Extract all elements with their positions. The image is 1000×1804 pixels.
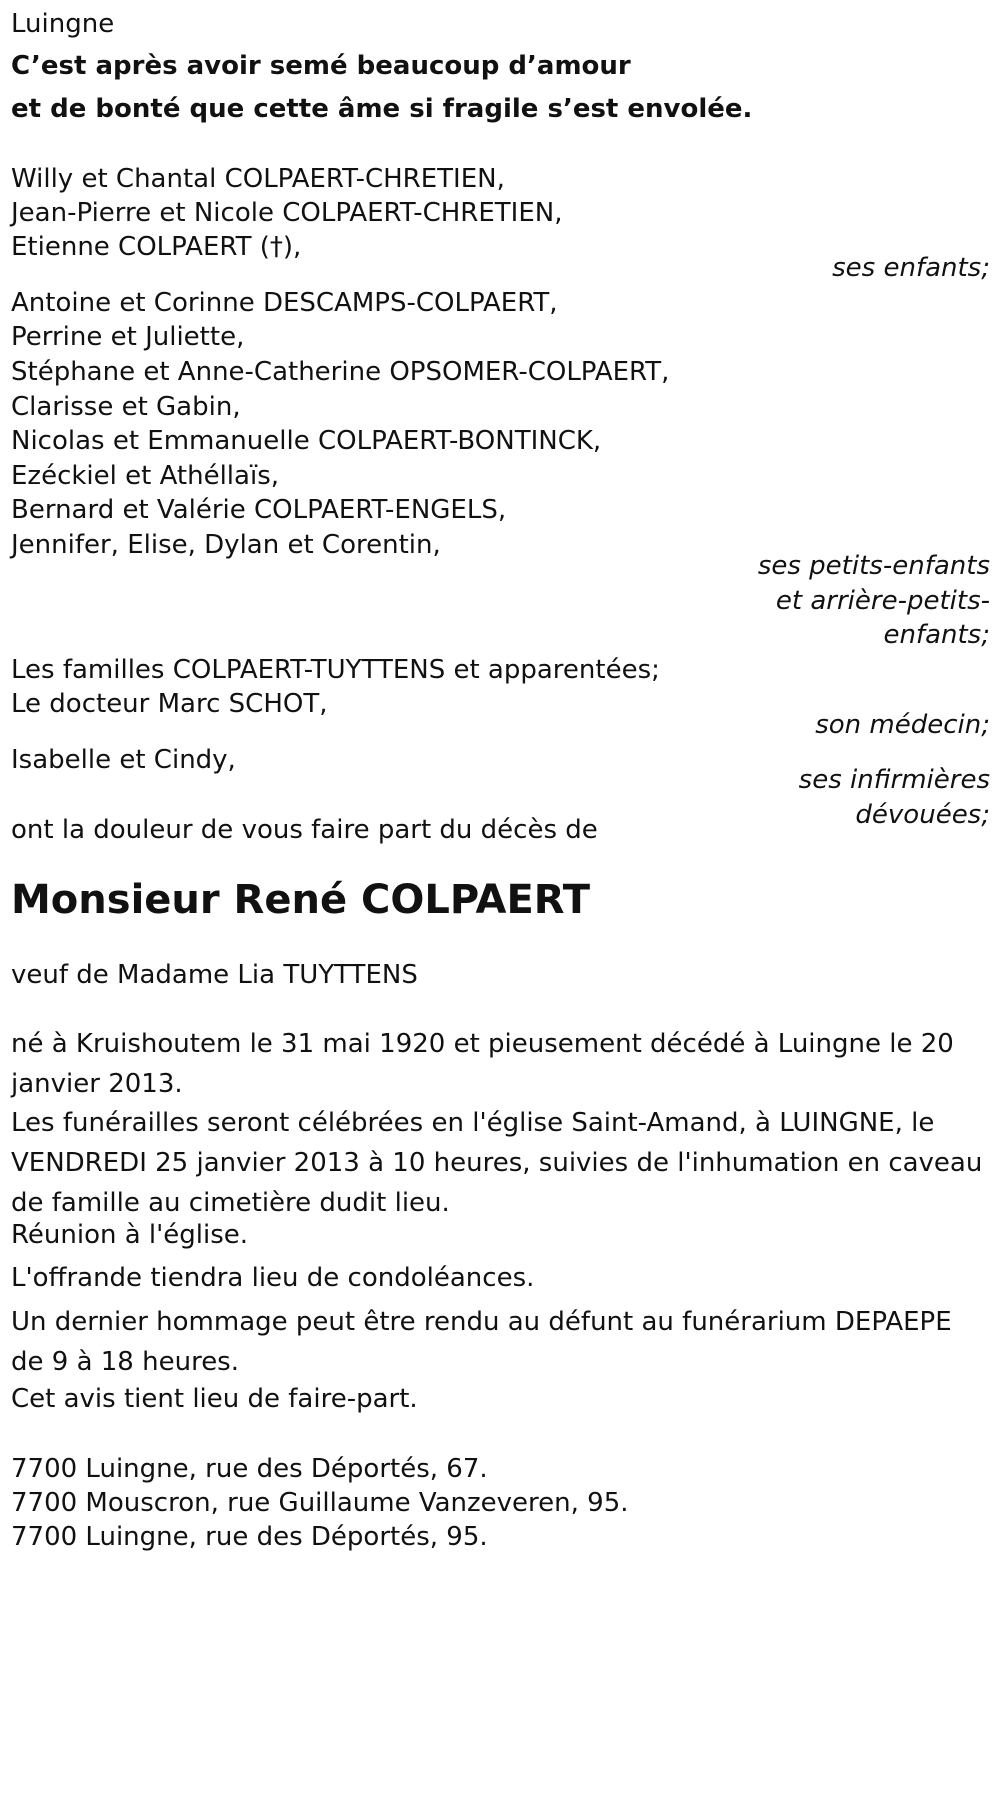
homage-paragraph: Un dernier hommage peut être rendu au défunt au funérarium DEPAEPE de 9 à 18 heures. bbox=[11, 1307, 952, 1377]
nurses-role: ses infirmières bbox=[798, 765, 990, 795]
grandchildren-line: Nicolas et Emmanuelle COLPAERT-BONTINCK, bbox=[11, 426, 602, 456]
grandchildren-line: Ezéckiel et Athéllaïs, bbox=[11, 461, 279, 491]
grandchildren-line: Clarisse et Gabin, bbox=[11, 392, 241, 422]
location-header: Luingne bbox=[11, 9, 115, 39]
quote-line-1: C’est après avoir semé beaucoup d’amour bbox=[11, 51, 631, 81]
notice-line: Cet avis tient lieu de faire-part. bbox=[11, 1384, 418, 1414]
families-line: Les familles COLPAERT-TUYTTENS et apparentées; bbox=[11, 655, 660, 685]
nurses-role: dévouées; bbox=[855, 800, 990, 830]
meeting-line: Réunion à l'église. bbox=[11, 1220, 249, 1250]
grandchildren-line: Jennifer, Elise, Dylan et Corentin, bbox=[11, 530, 441, 560]
grandchildren-line: Antoine et Corinne DESCAMPS-COLPAERT, bbox=[11, 288, 558, 318]
doctor-role: son médecin; bbox=[815, 710, 990, 740]
quote-line-2: et de bonté que cette âme si fragile s’est envolée. bbox=[11, 94, 753, 124]
funeral-paragraph: Les funérailles seront célébrées en l'église Saint-Amand, à LUINGNE, le VENDREDI 25 janvier 2013 à 10 heures, suivies de l'inhumation en caveau de famille au cimetière dudit lieu. bbox=[11, 1108, 983, 1218]
grandchildren-role: et arrière-petits- bbox=[775, 586, 990, 616]
widower-line: veuf de Madame Lia TUYTTENS bbox=[11, 960, 418, 990]
grandchildren-line: Stéphane et Anne-Catherine OPSOMER-COLPAERT, bbox=[11, 357, 670, 387]
nurses-line: Isabelle et Cindy, bbox=[11, 745, 236, 775]
doctor-line: Le docteur Marc SCHOT, bbox=[11, 689, 328, 719]
address-line: 7700 Luingne, rue des Déportés, 67. bbox=[11, 1454, 488, 1484]
address-line: 7700 Luingne, rue des Déportés, 95. bbox=[11, 1522, 488, 1552]
children-role: ses enfants; bbox=[832, 253, 990, 283]
children-line: Jean-Pierre et Nicole COLPAERT-CHRETIEN, bbox=[11, 198, 563, 228]
birth-death-paragraph: né à Kruishoutem le 31 mai 1920 et pieusement décédé à Luingne le 20 janvier 2013. bbox=[11, 1029, 954, 1099]
address-line: 7700 Mouscron, rue Guillaume Vanzeveren, 95. bbox=[11, 1488, 629, 1518]
offering-line: L'offrande tiendra lieu de condoléances. bbox=[11, 1263, 535, 1293]
deceased-name: Monsieur René COLPAERT bbox=[11, 877, 591, 923]
grandchildren-line: Perrine et Juliette, bbox=[11, 322, 245, 352]
children-line: Etienne COLPAERT (†), bbox=[11, 232, 302, 262]
announcement: ont la douleur de vous faire part du décès de bbox=[11, 815, 598, 845]
grandchildren-role: enfants; bbox=[883, 620, 990, 650]
grandchildren-role: ses petits-enfants bbox=[757, 551, 990, 581]
grandchildren-line: Bernard et Valérie COLPAERT-ENGELS, bbox=[11, 495, 507, 525]
children-line: Willy et Chantal COLPAERT-CHRETIEN, bbox=[11, 164, 505, 194]
